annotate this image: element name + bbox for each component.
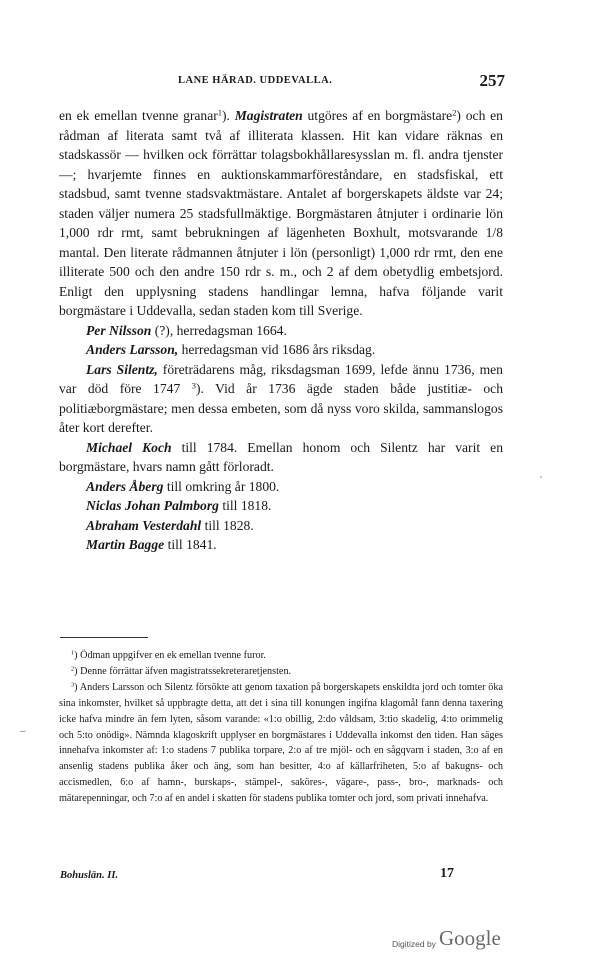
mayor-entry — [59, 516, 503, 536]
main-text — [59, 106, 503, 555]
watermark-prefix: Digitized by — [392, 939, 436, 949]
mayor-entry — [59, 340, 503, 360]
mayor-name: Anders Åberg — [86, 478, 164, 494]
margin-mark: ' — [540, 475, 542, 486]
mayor-name: Abraham Vesterdahl — [86, 517, 202, 533]
footnote-text: ) Denne förrättar äfven magistratssekreteraretjensten. — [74, 665, 292, 677]
sheet-number: 17 — [440, 866, 454, 881]
page-header — [60, 73, 505, 93]
printer-signature: Bohuslän. II. — [60, 870, 119, 881]
mayor-entry — [59, 438, 503, 477]
text-span: utgöres af en borgmästare — [302, 108, 453, 123]
mayor-entry — [59, 535, 503, 555]
footnote-text: ) Anders Larsson och Silentz försökte att genom taxation på borgerskapets enskildta jord och tomter öka sina inkomster, hvilket så uppbragte detta, att det i sina till konungen ingifna klagomål fann denna taxering icke hafva mindre än fem lyten, såsom varande: «1:o obillig, 2:do våldsam, 3:tio skadelig, 4:to orimmelig och 5:to onödig». Nämnda klagoskrift upplyser en borgmästares i Uddevalla inkomst den tiden. Han säges innehafva inkomster af: 1:o stadens 7 publika torpare, 2:o af tre mjöl- och en sågqvarn i staden, 3:o af en ansenlig stadens publika åker och äng, som han besitter, 4:o af källarfriheten, 5:o af bakugns- och accismedlen, 6:o af hamn-, burskaps-, stämpel-, saköres-, vägare-, pass-, bro-, marknads- och mätarepenningar, och 7:o af en andel i skatten för stadens publika tomter och jord, som privati innehafva. — [59, 681, 503, 805]
footnote-ref: 2 — [452, 107, 457, 118]
emphasized-term: Magistraten — [234, 108, 303, 123]
footnote-ref: 3 — [191, 380, 196, 391]
mayor-desc: företrädarens måg, riksdagsman 1699, lefde ännu 1736, men var död före 1747 — [59, 361, 503, 396]
mayor-desc: (?), herredagsman 1664. — [151, 322, 287, 338]
mayor-entry — [59, 321, 503, 341]
mayor-name: Per Nilsson — [86, 322, 152, 338]
mayor-entry — [59, 496, 503, 516]
footnote-number: 3 — [71, 681, 75, 689]
footnote — [59, 648, 503, 664]
mayor-desc: till 1818. — [218, 498, 272, 513]
mayor-desc: ). Vid år 1736 ägde staden både justitiæ- och politiæborgmästare; men dessa embeten, som då nyss voro skilda, sammanslogos åter kort derefter. — [59, 381, 503, 435]
page-number: 257 — [479, 71, 505, 90]
page-footer — [60, 866, 470, 884]
mayor-name: Lars Silentz, — [86, 361, 158, 377]
footnote — [59, 680, 503, 807]
footnote-text: ) Ödman uppgifver en ek emellan tvenne furor. — [74, 650, 266, 661]
mayor-entry — [59, 477, 503, 497]
margin-mark: – — [20, 726, 26, 737]
mayor-desc: herredagsman vid 1686 års riksdag. — [178, 342, 376, 357]
mayor-desc: till 1828. — [201, 517, 254, 533]
mayor-desc: till 1784. Emellan honom och Silentz har varit en borgmästare, hvars namn gått förloradt. — [59, 439, 503, 474]
text-span: en ek emellan tvenne granar — [59, 108, 218, 123]
mayor-name: Martin Bagge — [86, 537, 165, 552]
text-span: ). — [222, 108, 235, 123]
footnote-number: 2 — [71, 665, 75, 673]
footnote-number: 1 — [71, 649, 75, 657]
text-span: ) och en rådman af literata samt två af illiterata klassen. Hit kan vidare räknas en stadskassör — hvilken ock förrättar tolagsbokhållaresysslan m. fl. andra tjenster —; hvarjemte finnes en auktionskammarföreståndare, en stadsfiskal, ett stadsbud, samt tvenne stadsvaktmästare. Antalet af borgerskapets äldste var 24; staden väljer numera 25 stadsfullmäktige. Borgmästaren åtnjuter i ordinarie lön 1,000 rdr rmt, samt bebrukningen af lägenheten Boxhult, motsvarande 1/8 mantal. Den literate rådmannen åtnjuter i lön (personligt) 1,000 rdr rmt, den ene illiterate 500 och den andre 150 rdr s. m., och 2 af dem obetydlig embetsjord. Enligt den upplysning stadens handlingar lemna, hafva följande varit borgmästare i Uddevalla, sedan staden kom till Sverige. — [59, 108, 503, 318]
mayor-entry — [59, 360, 503, 438]
mayor-desc: till 1841. — [164, 537, 217, 552]
mayor-desc: till omkring år 1800. — [163, 478, 280, 494]
digitization-watermark — [392, 926, 532, 954]
running-title: LANE HÄRAD. UDDEVALLA. — [178, 75, 333, 86]
footnote — [59, 664, 503, 680]
footnote-ref: 1 — [217, 107, 222, 118]
mayor-name: Anders Larsson, — [86, 342, 179, 357]
google-logo: Google — [439, 926, 501, 950]
paragraph-magistrate — [59, 106, 503, 321]
mayor-name: Niclas Johan Palmborg — [86, 498, 219, 513]
footnotes — [59, 648, 503, 807]
footnote-divider — [60, 637, 148, 638]
mayor-name: Michael Koch — [86, 439, 172, 455]
